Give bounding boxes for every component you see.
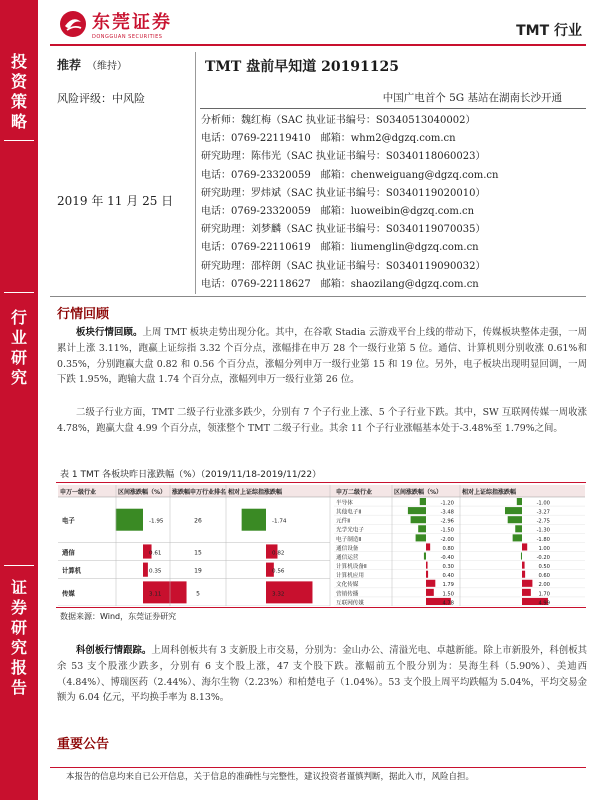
table-cell-value: -1.74 (272, 518, 287, 525)
table-cell-value: -0.20 (536, 554, 550, 561)
table-header-cell: 相对上证综指涨跌幅 (228, 489, 283, 496)
table-header-cell: 涨跌幅申万行业排名 (172, 489, 227, 496)
analyst-list (201, 112, 587, 294)
table-cell-rank: 5 (196, 590, 200, 598)
table-bar (515, 525, 522, 532)
analyst-phone: 电话：0769-22110619 (201, 242, 311, 254)
table-cell-rank: 15 (194, 549, 202, 557)
sidebar-band (0, 0, 38, 800)
table-bar (426, 562, 428, 569)
analyst-contact (201, 276, 587, 294)
table-cell-subsector: 其他电子Ⅱ (336, 509, 362, 516)
analyst-phone: 电话：0769-22119410 (201, 133, 311, 145)
analyst-phone: 电话：0769-22118627 (201, 278, 311, 290)
paragraph-star-market (57, 643, 587, 706)
header-rule (50, 44, 586, 46)
paragraph-sector-review (57, 325, 587, 388)
table-cell-value: -2.96 (440, 518, 454, 525)
table-cell-value: 0.50 (538, 564, 550, 571)
rating (57, 56, 127, 73)
table-cell-value: 0.30 (442, 564, 454, 571)
analyst-email[interactable]: 邮箱：shaozilang@dgzq.com.cn (320, 278, 479, 290)
rating-value: 推荐 (57, 58, 82, 72)
table-cell-value: -1.80 (536, 536, 550, 543)
table-top-rule (56, 482, 586, 483)
footer-disclaimer: 本报告的信息均来自已公开信息，关于信息的准确性与完整性，建议投资者谨慎判断，据此入市，风险自担。 (66, 772, 475, 782)
paragraph-subsector-review: 二级子行业方面，TMT 二级子行业涨多跌少，分别有 7 个子行业上涨、5 个子行业下跌。其中，SW 互联网传媒一周收涨 4.78%，跑赢大盘 4.99 个百分点，领涨整个 TMT 二级子行业。其余 11 个子行业涨幅基本处于-3.48%至 1.79%之间。 (57, 407, 587, 434)
sidebar-char: 资 (10, 72, 27, 91)
sidebar-char: 策 (10, 92, 27, 111)
table-header-cell: 相对上证综指涨跌幅 (462, 489, 517, 496)
table-cell-value: -0.40 (440, 554, 454, 561)
sidebar-char: 研 (10, 348, 27, 367)
table-cell-subsector: 通信运营 (336, 554, 359, 561)
footer-rule (50, 767, 586, 768)
analyst-role: 研究助理：刘梦麟（SAC 执业证书编号：S0340119070035） (201, 224, 486, 236)
summary-divider (195, 52, 196, 294)
sidebar-char: 究 (10, 368, 27, 387)
table-cell-value: -2.75 (536, 518, 550, 525)
table-cell-value: 1.79 (442, 582, 454, 589)
table-cell-subsector: 互联网传媒 (336, 600, 364, 606)
table-bar (522, 562, 525, 569)
table-cell-subsector: 计算机设备Ⅱ (336, 564, 367, 571)
sidebar-char: 行 (10, 308, 27, 327)
table-bar (424, 553, 426, 560)
rating-note: （维持） (87, 61, 128, 72)
sidebar-char: 证 (10, 578, 27, 597)
table-cell-subsector: 电子制造Ⅱ (336, 536, 362, 543)
sidebar-char: 券 (10, 598, 27, 617)
analyst-contact (201, 203, 587, 221)
paragraph-text: 上周科创板共有 3 支新股上市交易，分别为：金山办公、清溢光电、卓越新能。除上市新股外，科创板其余 53 支个股涨少跌多，分别有 6 支个股上涨，47 支个股下跌。涨幅前五个股分别为：昊海生科（5.90%）、美迪西（4.84%）、博瑞医药（2.44%）、海尔生物（2.23%）和柏楚电子（1.04%）。53 支个股上周平均跌幅为 5.04%，平均交易金额为 6.04 亿元，平均换手率为 8.13%。 (57, 645, 587, 704)
sidebar-char: 研 (10, 618, 27, 637)
table-cell-value: -1.95 (149, 518, 164, 525)
table-header-cell: 申万二级行业 (336, 489, 373, 496)
brand-name-en: DONGGUAN SECURITIES (92, 34, 163, 40)
sidebar-label-industry (0, 308, 38, 388)
sector-change-table (58, 485, 585, 606)
table-cell-value: 4.99 (538, 600, 550, 606)
table-cell-value: 0.40 (442, 573, 454, 580)
paragraph-text: 上周 TMT 板块走势出现分化。其中，在谷歌 Stadia 云游戏平台上线的带动下，传媒板块整体走强，一周累计上涨 3.11%，跑赢上证综指 3.32 个百分点，涨幅排在申万 28 个一级行业第 5 位。通信、计算机则分别收涨 0.61%和 0.35%，分别跑赢大盘 0.82 和 0.56 个百分点，涨幅分列申万一级行业第 15 和 19 位。另外，电子板块出现明显回调，一周下跌 1.95%，跑输大盘 1.74 个百分点，涨幅列申万一级行业第 26 位。 (57, 327, 587, 386)
brand-logo (58, 8, 172, 40)
table-bar (116, 509, 143, 531)
brand-name: 东莞证券 (92, 12, 172, 33)
analyst-email[interactable]: 邮箱：whm2@dgzq.com.cn (320, 133, 456, 145)
table-cell-value: 1.00 (538, 545, 550, 552)
analyst-contact (201, 167, 587, 185)
table-bar (418, 525, 426, 532)
table-cell-value: 3.32 (272, 591, 285, 598)
table-cell-subsector: 元件Ⅱ (336, 518, 350, 525)
sidebar-char: 业 (10, 328, 27, 347)
table-cell-value: 0.80 (442, 545, 454, 552)
report-subtitle: 中国广电首个 5G 基站在湖南长沙开通 (382, 92, 562, 104)
table-bar (242, 509, 266, 531)
table-cell-value: 0.82 (272, 550, 285, 557)
section-heading-market-review: 行情回顾 (57, 307, 110, 322)
table-bar (426, 571, 428, 578)
title-rule (200, 108, 586, 109)
table-cell-value: -1.50 (440, 527, 454, 534)
sector-change-table-graphic (58, 485, 585, 606)
table-cell-value: 3.11 (149, 591, 162, 598)
risk-rating: 风险评级：中风险 (57, 92, 145, 105)
table-cell-value: -3.48 (440, 509, 454, 516)
analyst-contact (201, 130, 587, 148)
report-date: 2019 年 11 月 25 日 (57, 194, 174, 208)
analyst-contact (201, 239, 587, 257)
analyst-role: 分析师：魏红梅（SAC 执业证书编号：S0340513040002） (201, 115, 476, 126)
table-cell-sector: 电子 (62, 516, 75, 525)
table-bar (426, 589, 434, 596)
sidebar-divider (4, 565, 34, 566)
section-heading-announcements: 重要公告 (57, 737, 110, 752)
table-header-cell: 申万一级行业 (60, 489, 97, 496)
table-cell-value: -3.27 (536, 509, 550, 516)
table-cell-rank: 26 (194, 517, 202, 525)
table-bar (408, 507, 426, 514)
table-bar (411, 516, 426, 523)
analyst-phone: 电话：0769-23320059 (201, 169, 311, 181)
table-cell-value: 0.61 (149, 550, 162, 557)
table-bar (143, 563, 148, 577)
table-bar (508, 516, 522, 523)
table-cell-value: 0.56 (272, 568, 285, 575)
table-header-cell: 区间涨跌幅（%） (118, 489, 167, 496)
paragraph-lead: 板块行情回顾。 (76, 327, 143, 338)
table-cell-subsector: 文化传媒 (336, 582, 359, 589)
sidebar-char: 报 (10, 658, 27, 677)
analyst-role: 研究助理：罗炜斌（SAC 执业证书编号：S0340119020010） (201, 187, 486, 199)
table-cell-subsector: 通信设备 (336, 545, 359, 552)
sector-label: TMT 行业 (516, 23, 582, 39)
sidebar-char: 略 (10, 112, 27, 131)
sidebar-divider (4, 292, 34, 293)
analyst-email[interactable]: 邮箱：chenweiguang@dgzq.com.cn (320, 169, 499, 181)
table-cell-value: 1.50 (442, 591, 454, 598)
table-cell-value: 0.35 (149, 568, 162, 575)
analyst-role: 研究助理：邵梓朗（SAC 执业证书编号：S0340119090032） (201, 260, 486, 272)
analyst-email[interactable]: 邮箱：luoweibin@dgzq.com.cn (320, 206, 475, 218)
table-cell-value: 2.00 (538, 582, 550, 589)
sidebar-label-report (0, 578, 38, 698)
table-cell-value: -1.00 (536, 500, 550, 507)
table-cell-value: -1.30 (536, 527, 550, 534)
report-title: TMT 盘前早知道 20191125 (205, 59, 400, 75)
sidebar-char: 究 (10, 638, 27, 657)
table-cell-value: -1.20 (440, 500, 454, 507)
table-source: 数据来源：Wind，东莞证券研究 (60, 612, 177, 621)
sidebar-label-strategy (0, 52, 38, 132)
table-cell-value: 4.78 (442, 600, 454, 606)
table-bar (522, 589, 531, 596)
table-bar (522, 571, 525, 578)
analyst-role: 研究助理：陈伟光（SAC 执业证书编号：S0340118060023） (201, 151, 486, 163)
table-cell-value: 0.60 (538, 573, 550, 580)
table-cell-subsector: 计算机应用 (336, 573, 364, 580)
table-bottom-rule (56, 607, 586, 608)
table-bar (517, 498, 522, 505)
sidebar-char: 投 (10, 52, 27, 71)
table-bar (426, 580, 435, 587)
table-cell-subsector: 营销传播 (336, 591, 359, 598)
brand-logo-icon (58, 9, 88, 39)
table-bar (416, 534, 426, 541)
paragraph-lead: 科创板行情跟踪。 (76, 645, 152, 656)
analyst-email[interactable]: 邮箱：liumenglin@dgzq.com.cn (320, 242, 479, 254)
table-bar (522, 543, 527, 550)
section-rule (50, 296, 586, 297)
analyst-phone: 电话：0769-23320059 (201, 206, 311, 218)
table-cell-value: -2.00 (440, 536, 454, 543)
table-bar (426, 543, 430, 550)
table-cell-value: 1.70 (538, 591, 550, 598)
table-cell-subsector: 光学光电子 (336, 527, 364, 534)
table-cell-rank: 19 (194, 567, 202, 575)
table-bar (420, 498, 426, 505)
table-cell-sector: 通信 (62, 548, 75, 557)
table-bar (522, 580, 532, 587)
sidebar-char: 告 (10, 678, 27, 697)
table-bar (521, 553, 522, 560)
table-bar (513, 534, 522, 541)
table-cell-sector: 计算机 (62, 566, 82, 575)
table-header-cell: 区间涨跌幅（%） (394, 489, 443, 496)
table-cell-subsector: 半导体 (336, 500, 353, 507)
sidebar-divider (4, 140, 34, 141)
table-bar (505, 507, 522, 514)
table-cell-sector: 传媒 (62, 589, 75, 598)
table-title: 表 1 TMT 各板块昨日涨跌幅（%）（2019/11/18-2019/11/22） (60, 470, 322, 480)
